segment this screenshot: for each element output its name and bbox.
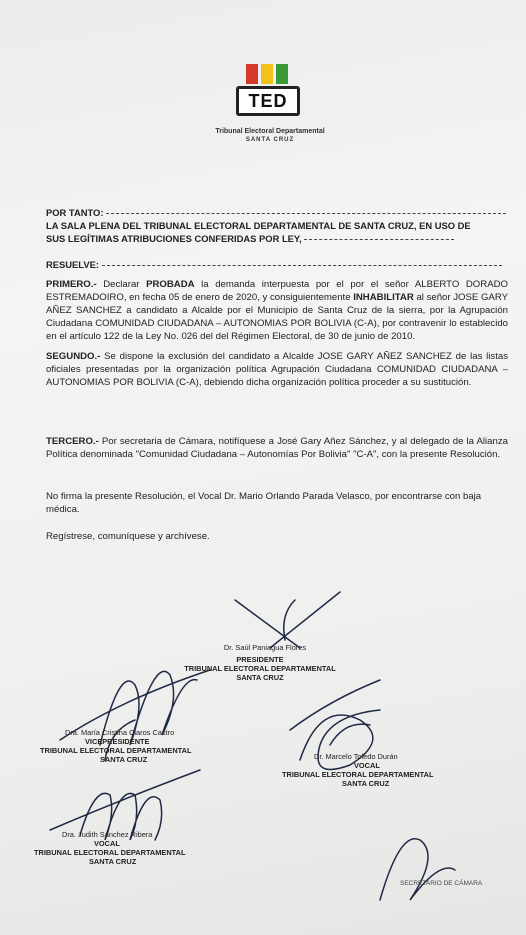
presidente-role: PRESIDENTE — [236, 655, 284, 664]
primero-label: PRIMERO.- — [46, 279, 97, 290]
vocal1-city: SANTA CRUZ — [342, 779, 390, 788]
vicepresidente-name: Dra. María Cristina Claros Castro — [65, 728, 175, 737]
vicepresidente-role: VICEPRESIDENTE — [85, 737, 150, 746]
signature-vocal-1 — [282, 752, 482, 788]
vocal2-role: VOCAL — [94, 839, 120, 848]
vocal2-city: SANTA CRUZ — [89, 857, 137, 866]
primero-text-2: la demanda interpuesta por el por el señor ALBERTO DORADO ESTREMADOIRO, en fecha 05 de enero de 2020, y consiguientemente — [46, 279, 508, 303]
primero-text-1: Declarar — [96, 279, 147, 290]
vocal1-org: TRIBUNAL ELECTORAL DEPARTAMENTAL — [282, 770, 434, 779]
vicepresidente-city: SANTA CRUZ — [100, 755, 148, 764]
resuelve-label: RESUELVE: — [46, 259, 99, 270]
logo-text: TED — [248, 90, 288, 111]
por-tanto-label: POR TANTO: — [46, 207, 104, 218]
secretario-role: SECRETARIO DE CÁMARA — [400, 880, 483, 887]
segundo-text: Se dispone la exclusión del candidato a Alcalde JOSE GARY AÑEZ SANCHEZ de las listas oficiales presentadas por la organización política Agrupación Ciudadana COMUNIDAD CIUDADANA – AUTONOMIAS POR BOLIVIA (C-A), debiendo dicha organización política proceder a su sustitución. — [46, 351, 508, 388]
no-firma-paragraph: No firma la presente Resolución, el Vocal Dr. Mario Orlando Parada Velasco, por encontrarse con baja médica. — [46, 491, 482, 515]
vicepresidente-org: TRIBUNAL ELECTORAL DEPARTAMENTAL — [40, 746, 192, 755]
tercero-text: Por secretaria de Cámara, notifíquese a José Gary Añez Sánchez, y al delegado de la Alianza Política denominada "Comunidad Ciudadana – Autonomías Por Bolivia" "C-A", con la presente Resolución. — [46, 436, 508, 460]
presidente-org: TRIBUNAL ELECTORAL DEPARTAMENTAL — [184, 664, 336, 673]
registrese-line: Regístrese, comuníquese y archívese. — [46, 531, 210, 542]
presidente-name: Dr. Saúl Paniagua Flores — [223, 643, 307, 652]
signature-presidente-title — [170, 655, 350, 682]
signature-vicepresidente — [40, 728, 240, 764]
secretario-stamp — [400, 880, 500, 888]
vocal2-org: TRIBUNAL ELECTORAL DEPARTAMENTAL — [34, 848, 186, 857]
signature-presidente — [205, 643, 325, 652]
primero-bold-2: INHABILITAR — [353, 292, 414, 303]
presidente-city: SANTA CRUZ — [236, 673, 284, 682]
primero-bold-1: PROBADA — [146, 279, 195, 290]
vocal1-role: VOCAL — [354, 761, 380, 770]
vocal1-name: Dr. Marcelo Toledo Durán — [314, 752, 398, 761]
primero-text-3: al señor JOSE GARY AÑEZ SANCHEZ a candidato a Alcalde por el Municipio de Santa Cruz de la sierra, por la Agrupación Ciudadana COMUNIDAD CIUDADANA – AUTONOMIAS POR BOLIVIA (C-A), por contravenir lo establecido en el artículo 122 de la Ley No. 026 del del Régimen Electoral, de 30 de junio de 2010. — [46, 292, 508, 342]
org-name: Tribunal Electoral Departamental — [215, 128, 325, 135]
segundo-label: SEGUNDO.- — [46, 351, 101, 362]
header-line-2: LA SALA PLENA DEL TRIBUNAL ELECTORAL DEPARTAMENTAL DE SANTA CRUZ, EN USO DE — [46, 220, 471, 231]
tercero-label: TERCERO.- — [46, 436, 99, 447]
signature-vocal-2 — [34, 830, 234, 866]
header-line-3-text: SUS LEGÍTIMAS ATRIBUCIONES CONFERIDAS POR LEY, — [46, 233, 302, 244]
vocal2-name: Dra. Judith Sánchez Ribera — [62, 830, 153, 839]
org-subtitle: SANTA CRUZ — [245, 137, 295, 143]
